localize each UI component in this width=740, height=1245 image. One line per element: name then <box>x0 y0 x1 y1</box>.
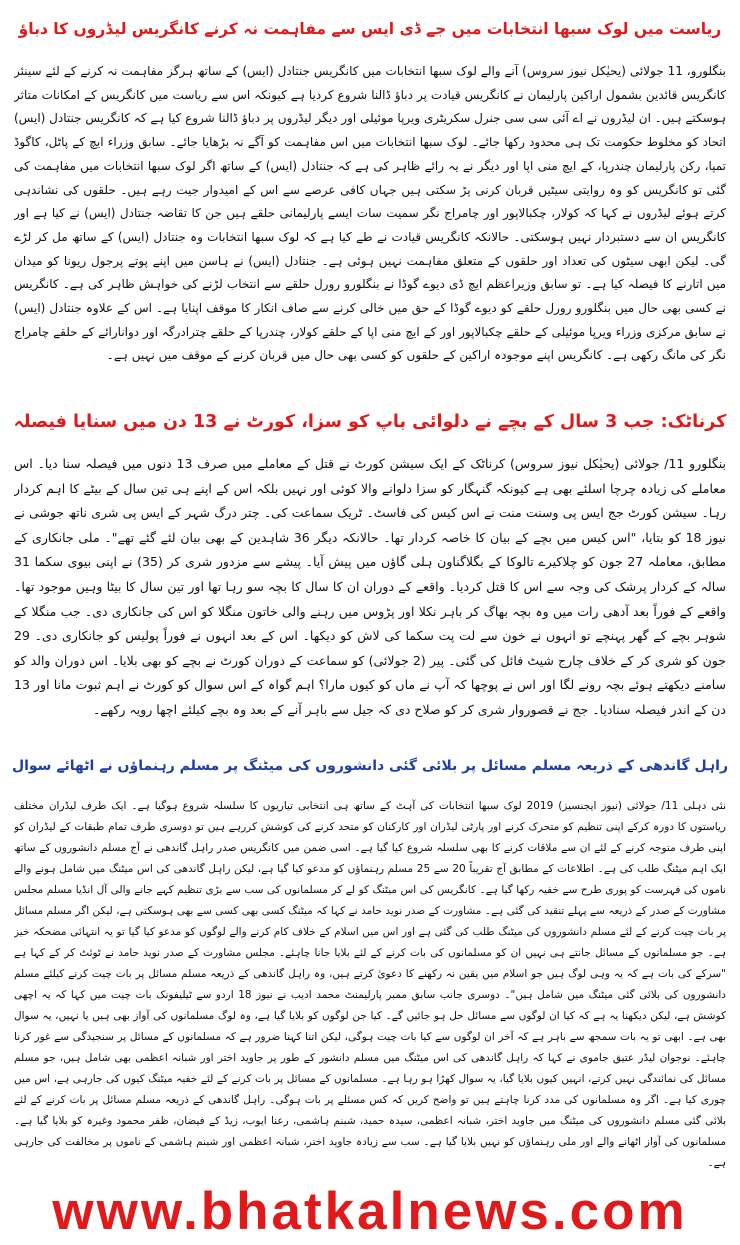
article-body-rahul-gandhi-meeting: نئی دہلی 11/ جولائی (نیوز ایجنسیز) 2019 لوک سبھا انتخابات کی آہٹ کے ساتھ ہی انتخابی تیاریوں کا سلسلہ شروع ہوگیا ہے۔ ایک طرف لیڈران مختلف ریاستوں کا دورہ کرکے اپنی تنظیم کو متحرک کرنے اور پارٹی لیڈران اور کارکنان کو متحد کرنے کی کوشش کررہے ہیں تو دوسری طرف تمام طبقات کے لیڈران کو اپنی طرف متوجہ کرنے کے لئے ان سے ملاقات کرنے کا بھی سلسلہ شروع کیا گیا ہے۔ اسی ضمن میں کانگریس صدر راہل گاندھی نے آج مسلم دانشوروں کے ساتھ ایک اہم میٹنگ طلب کی ہے۔ اطلاعات کے مطابق آج تقریباً 20 سے 25 مسلم رہنماؤں کو مدعو کیا گیا ہے، لیکن راہل گاندھی کی اس میٹنگ میں شامل ہونے والے ناموں کی فہرست کو پوری طرح سے خفیہ رکھا گیا ہے۔ کانگریس کی اس میٹنگ کو لے کر مسلمانوں کی سب سے بڑی تنظیم کہے جانے والی آل انڈیا مسلم مجلس مشاورت کے صدر کے ذریعہ سے پہلے تنقید کی گئی ہے۔ مشاورت کے صدر نوید حامد نے کہا کہ میٹنگ کسی بھی کسی سے بھی ہوسکتی ہے، لیکن اگر مسلم مسائل پر بات چیت کرنے کے لئے مسلم دانشوروں کی میٹنگ طلب کی گئی ہے اور اس میں اسلام کے خلاف کام کرنے والے لوگوں کو مدعو کیا گیا تو یہ انتہائی مضحکہ خیز ہے۔ جو مسلمانوں کے مسائل جانتے ہی نہیں ان کو مسلمانوں کی بات کرنے کے لئے بلایا جانا چاہئے۔ مجلس مشاورت کے صدر نوید حامد نے ٹوئٹ کر کے کہا ہے "سرکے کی بات ہے کہ یہ وہی لوگ ہیں جو اسلام میں یقین نہ رکھنے کا دعویٰ کرتے ہیں، وہ راہل گاندھی کے ذریعہ مسلم مسائل پر بات چیت کرنے کیلئے مسلم دانشوروں کی بلائی گئی میٹنگ میں شامل ہیں"۔ دوسری جانب سابق ممبر پارلیمنٹ محمد ادیب نے نیوز 18 اردو سے ٹیلیفونک بات چیت میں کہا کہ یہ اچھی کوشش ہے، لیکن دیکھنا یہ ہے کہ کیا ان لوگوں سے مسائل حل ہو جائیں گے۔ کیا جن لوگوں کو بلایا گیا ہے، وہ لوگ مسلمانوں کی آواز بھی ہیں یا نہیں، یہ سوال بھی ہے۔ ابھی تو یہ بات سمجھ سے باہر ہے کہ آخر ان لوگوں سے کیا بات چیت ہوگی، لیکن اتنا کہنا ضرور ہے کہ مسلمانوں کے مسائل پر سنجیدگی سے غور کرنا چاہئے۔ نوجوان لیڈر عتیق جاموی نے کہا کہ راہل گاندھی کی اس میٹنگ میں مسلم دانشور کے طور پر جاوید اختر اور شبانہ اعظمی بھی شامل ہیں، جو مسلم مسائل کی نمائندگی نہیں کرتے، انہیں کیوں بلایا گیا، یہ سوال کھڑا ہو رہا ہے۔ مسلمانوں کے مسائل پر بات کرنے کے لئے خفیہ میٹنگ کیوں کی جارہی ہے، اس میں چوری کیا ہے۔ اگر وہ مسلمانوں کی مدد کرنا چاہتے ہیں تو واضح کریں کہ کس مسئلے پر بات ہوگی۔ راہل گاندھی کے ذریعہ مسلم مسائل پر بات کرنے کے لئے بلائی گئی مسلم دانشوروں کی میٹنگ میں جاوید اختر، شبانہ اعظمی، سیدہ حمید، شبنم ہاشمی، رعنا ایوب، زیڈ کے فیضان، ظفر محمود وغیرہ کو بلایا گیا ہے۔ مسلمانوں کی آواز اٹھانے والے اور ملی رہنماؤں کو نہیں بلایا گیا ہے۔ سب سے زیادہ جاوید اختر، شبانہ اعظمی اور شبنم ہاشمی کے ناموں پر مخالفت کی جارہی ہے۔ <box>14 800 726 1169</box>
footer-website-url: www.bhatkalnews.com <box>52 1182 688 1241</box>
headline-karnataka-court: کرناٹک: جب 3 سال کے بچے نے دلوائی باپ کو سزا، کورٹ نے 13 دن میں سنایا فیصلہ <box>13 412 727 432</box>
article-body-karnataka-court: بنگلورو 11/ جولائی (یحیٰکل نیوز سروس) کرناٹک کے ایک سیشن کورٹ نے قتل کے معاملے میں صرف 13 دنوں میں فیصلہ سنا دیا۔ اس معاملے کی زیادہ چرچا اسلئے بھی ہے کیونکہ گنہگار کو سزا دلوانے والا کوئی اور نہیں بلکہ اس کے اپنے ہی تین سال کے بیٹے کا اہم کردار رہا۔ سیشن کورٹ جج ایس پی وسنت منت نے اس کیس کی فاسٹ۔ ٹریک سماعت کی۔ چتر درگ شہر کے ایس پی شری ناتھ جوشی نے نیوز 18 کو بتایا، "اس کیس میں بچے کے بیان کا خاصہ کردار تھا۔ حالانکہ دیگر 36 شاہدین کے بھی بیان لئے گئے تھے"۔ ملی جانکاری کے مطابق، معاملہ 27 جون کو چلاکیرے تالوکا کے بگلاگناون ہلی گاؤں میں پیش آیا۔ پیشے سے مزدور شری کر (35) نے اپنی بیوی سکما 31 سالہ کے کردار پرشک کی وجہ سے اس کا قتل کردیا۔ واقعے کے دوران ان کا سال کا بچہ سو رہا تھا اور تین سال کا بیٹا وہیں موجود تھا۔ واقعے کے فوراً بعد آدھی رات میں وہ بچہ بھاگ کر باہر نکلا اور پڑوس میں رہنے والی خاتون منگلا کو اس کی جانکاری دی۔ جب منگلا کے شوہر بچے کے گھر پہنچے تو انہوں نے خون سے لت پت سکما کی لاش کو دیکھا۔ اس کے بعد انہوں نے فوراً پولیس کو جانکاری دی۔ 29 جون کو شری کر کے خلاف چارج شیٹ فائل کی گئی۔ پیر (2 جولائی) کو سماعت کے دوران کورٹ نے بچے کو بھی بلایا۔ اس دوران والد کو سامنے دیکھتے ہوئے بچہ رونے لگا اور اس نے پوچھا کہ آپ نے ماں کو کیوں مارا؟ اہم گواہ کے اس سوال کو کورٹ نے اہم ثبوت مانا اور 13 دن کے اندر فیصلہ سنادیا۔ جج نے قصوروار شری کر کو صلاح دی کہ جیل سے باہر آنے کے بعد وہ بچے کیلئے اچھا رویہ رکھے۔ <box>14 456 726 717</box>
headline-congress-jds: ریاست میں لوک سبھا انتخابات میں جے ڈی ایس سے مفاہمت نہ کرنے کانگریس لیڈروں کا دباؤ <box>18 20 722 38</box>
article-body-congress-jds: بنگلورو، 11 جولائی (یحیٰکل نیوز سروس) آنے والے لوک سبھا انتخابات میں کانگریس جنتادل (ایس) کے ساتھ ہرگز مفاہمت نہ کرنے کے لئے سینئر کانگریس قائدین بشمول اراکین پارلیمان نے کانگریس قیادت پر دباؤ ڈالنا شروع کردیا ہے کیونکہ اس سے ریاست میں کانگریس کے امکانات متاثر ہوسکتے ہیں۔ ان لیڈروں نے اے آئی سی سی جنرل سکریٹری ویرپا موئیلی اور دیگر لیڈروں پر دباؤ ڈالنا شروع کیا ہے کہ کانگریس جنتادل (ایس) اتحاد کو مخلوط حکومت تک ہی محدود رکھا جائے۔ لوک سبھا انتخابات میں اس مفاہمت کو آگے نہ بڑھایا جائے۔ سابق وزراء ایچ کے پاٹل، کاگوڈ تمپا، رکن پارلیمان چندرپا، کے ایچ منی اپا اور دیگر نے یہ رائے ظاہر کی ہے کہ جنتادل (ایس) کے ساتھ اگر لوک سبھا انتخابات میں مفاہمت کی گئی تو کانگریس کو وہ روایتی سیٹیں قربان کرنی پڑ سکتی ہیں جہاں کافی عرصے سے اس کے امیدوار جیت رہے ہیں۔ حلقوں کی نشاندہی کرتے ہوئے لیڈروں نے کہا کہ کولار، چکبالاپور اور چامراج نگر سمیت سات ایسے پارلیمانی حلقے ہیں جن کا تقاضہ جنتادل (ایس) نے کیا ہے اور کانگریس ان سے دستبردار نہیں ہوسکتی۔ حالانکہ کانگریس قیادت نے طے کیا ہے کہ لوک سبھا انتخابات وہ جنتادل (ایس) کے ساتھ مل کر لڑے گی۔ لیکن ابھی سیٹوں کی تعداد اور حلقوں کے متعلق مفاہمت نہیں ہوئی ہے۔ جنتادل (ایس) نے ہاسن میں اپنے پوتے پرجول ریونا کو میدان میں اتارنے کا فیصلہ کیا ہے۔ تو سابق وزیراعظم ایچ ڈی دیوے گوڈا نے بنگلورو رورل حلقے سے انتخاب لڑنے کی خواہش ظاہر کی ہے۔ کانگریس نے کسی بھی حال میں بنگلورو رورل حلقے کو دیوے گوڈا کے حق میں خالی کرنے سے صاف انکار کا موقف اپنایا ہے۔ اس کے علاوہ جنتادل (ایس) نے سابق مرکزی وزراء ویرپا موئیلی کے حلقے چکبالاپور اور کے ایچ منی اپا کے حلقے کولار، چندرپا کے حلقے چترادرگہ اور دوانارائے کے حلقے چامراج نگر کی مانگ رکھی ہے۔ کانگریس اپنے موجودہ اراکین کے حلقوں کو کسی بھی حال میں قربان کرنے کے موقف میں نہیں ہے۔ <box>14 64 726 363</box>
headline-rahul-gandhi-meeting: راہل گاندھی کے ذریعہ مسلم مسائل پر بلائی گئی دانشوروں کی میٹنگ پر مسلم رہنماؤں نے اٹھائے سوال <box>11 758 728 774</box>
